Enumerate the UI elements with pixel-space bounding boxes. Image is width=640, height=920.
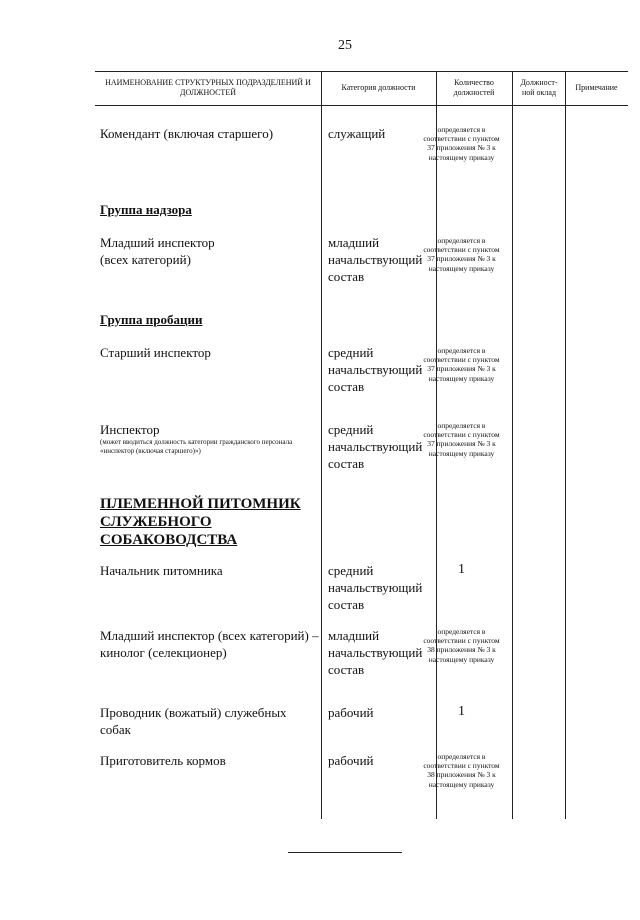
- group-heading-probation: Группа пробации: [100, 312, 203, 327]
- position-category: рабочий: [328, 705, 374, 720]
- position-name: Комендант (включая старшего): [100, 126, 274, 141]
- header-category: Категория должности: [341, 83, 416, 92]
- header-bottom-border: [95, 105, 628, 106]
- position-name: Приготовитель кормов: [100, 753, 226, 768]
- position-category: младший начальствующий состав: [328, 628, 423, 677]
- page-number: 25: [338, 38, 352, 53]
- position-name: Старший инспектор: [100, 345, 211, 360]
- header-remark: Примечание: [575, 83, 618, 92]
- header-salary: Должност-ной оклад: [520, 78, 558, 97]
- position-count: определяется в соответствии с пунктом 37 приложения № 3 к настоящему приказу: [423, 421, 500, 458]
- column-divider: [565, 71, 566, 819]
- position-count: определяется в соответствии с пунктом 37 приложения № 3 к настоящему приказу: [423, 236, 500, 273]
- position-count: определяется в соответствии с пунктом 37 приложения № 3 к настоящему приказу: [423, 346, 500, 383]
- column-divider: [512, 71, 513, 819]
- position-name: Проводник (вожатый) служебных собак: [100, 705, 287, 737]
- header-count: Количество должностей: [453, 78, 495, 97]
- position-category: средний начальствующий состав: [328, 422, 423, 471]
- group-heading-supervision: Группа надзора: [100, 202, 192, 217]
- position-category: средний начальствующий состав: [328, 345, 423, 394]
- position-count: определяется в соответствии с пунктом 38 приложения № 3 к настоящему приказу: [423, 627, 500, 664]
- staff-table: [95, 71, 628, 819]
- position-name: Начальник питомника: [100, 563, 223, 578]
- position-count: 1: [458, 562, 465, 577]
- header-name: НАИМЕНОВАНИЕ СТРУКТУРНЫХ ПОДРАЗДЕЛЕНИЙ И ДОЛЖНОСТЕЙ: [105, 78, 311, 97]
- position-count: определяется в соответствии с пунктом 37 приложения № 3 к настоящему приказу: [423, 125, 500, 162]
- section-heading-kennel: ПЛЕМЕННОЙ ПИТОМНИК СЛУЖЕБНОГО СОБАКОВОДСТВА: [100, 496, 301, 548]
- position-category: младший начальствующий состав: [328, 235, 423, 284]
- position-name: Младший инспектор (всех категорий) – кинолог (селекционер): [100, 628, 319, 660]
- position-name-block: [100, 421, 320, 456]
- position-note: (может вводиться должность категории гражданского персонала «инспектор (включая старшего)»): [100, 438, 293, 455]
- position-category: служащий: [328, 126, 386, 141]
- position-count: 1: [458, 704, 465, 719]
- position-name: Младший инспектор (всех категорий): [100, 235, 215, 267]
- position-category: средний начальствующий состав: [328, 563, 423, 612]
- column-divider: [321, 71, 322, 819]
- position-name: Инспектор: [100, 422, 160, 437]
- position-category: рабочий: [328, 753, 374, 768]
- footer-divider: [288, 852, 402, 853]
- position-count: определяется в соответствии с пунктом 38 приложения № 3 к настоящему приказу: [423, 752, 500, 789]
